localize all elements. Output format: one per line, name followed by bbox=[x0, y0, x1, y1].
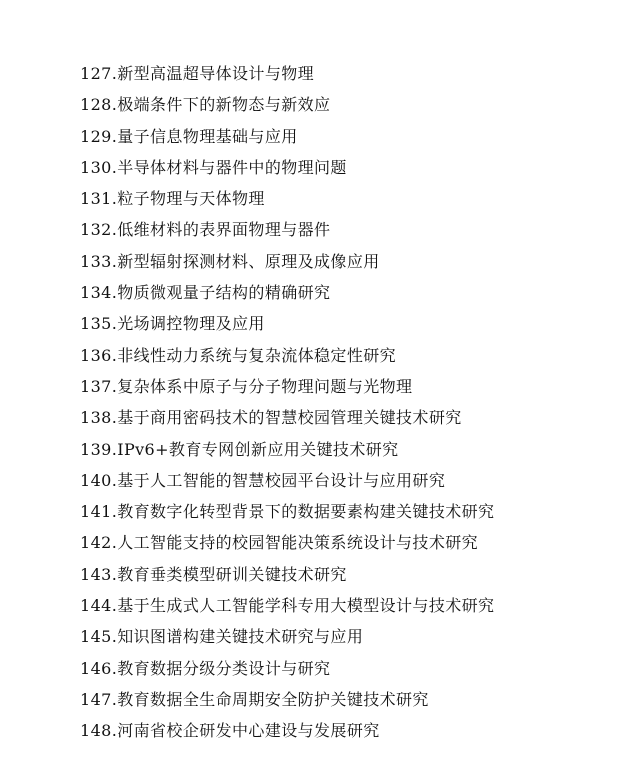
list-item: 136.非线性动力系统与复杂流体稳定性研究 bbox=[80, 345, 397, 365]
list-item: 145.知识图谱构建关键技术研究与应用 bbox=[80, 627, 364, 647]
list-item: 143.教育垂类模型研训关键技术研究 bbox=[80, 564, 347, 584]
list-item: 131.粒子物理与天体物理 bbox=[80, 189, 265, 209]
list-item: 127.新型高温超导体设计与物理 bbox=[80, 64, 315, 83]
list-item: 142.人工智能支持的校园智能决策系统设计与技术研究 bbox=[80, 533, 479, 553]
list-item: 132.低维材料的表界面物理与器件 bbox=[80, 220, 331, 240]
list-item: 144.基于生成式人工智能学科专用大模型设计与技术研究 bbox=[80, 596, 495, 616]
list-item: 128.极端条件下的新物态与新效应 bbox=[80, 95, 331, 115]
list-item: 148.河南省校企研发中心建设与发展研究 bbox=[80, 721, 380, 741]
list-item: 139.IPv6+教育专网创新应用关键技术研究 bbox=[80, 439, 399, 459]
list-item: 146.教育数据分级分类设计与研究 bbox=[80, 658, 331, 678]
list-item: 129.量子信息物理基础与应用 bbox=[80, 126, 298, 146]
list-item: 134.物质微观量子结构的精确研究 bbox=[80, 283, 331, 303]
list-item: 138.基于商用密码技术的智慧校园管理关键技术研究 bbox=[80, 408, 462, 428]
list-item: 130.半导体材料与器件中的物理问题 bbox=[80, 157, 347, 177]
list-item: 135.光场调控物理及应用 bbox=[80, 314, 265, 334]
list-item: 133.新型辐射探测材料、原理及成像应用 bbox=[80, 251, 380, 271]
topic-list bbox=[80, 58, 494, 747]
list-item: 147.教育数据全生命周期安全防护关键技术研究 bbox=[80, 689, 429, 709]
list-item: 140.基于人工智能的智慧校园平台设计与应用研究 bbox=[80, 470, 446, 490]
list-item: 137.复杂体系中原子与分子物理问题与光物理 bbox=[80, 376, 413, 396]
list-item: 141.教育数字化转型背景下的数据要素构建关键技术研究 bbox=[80, 502, 495, 522]
